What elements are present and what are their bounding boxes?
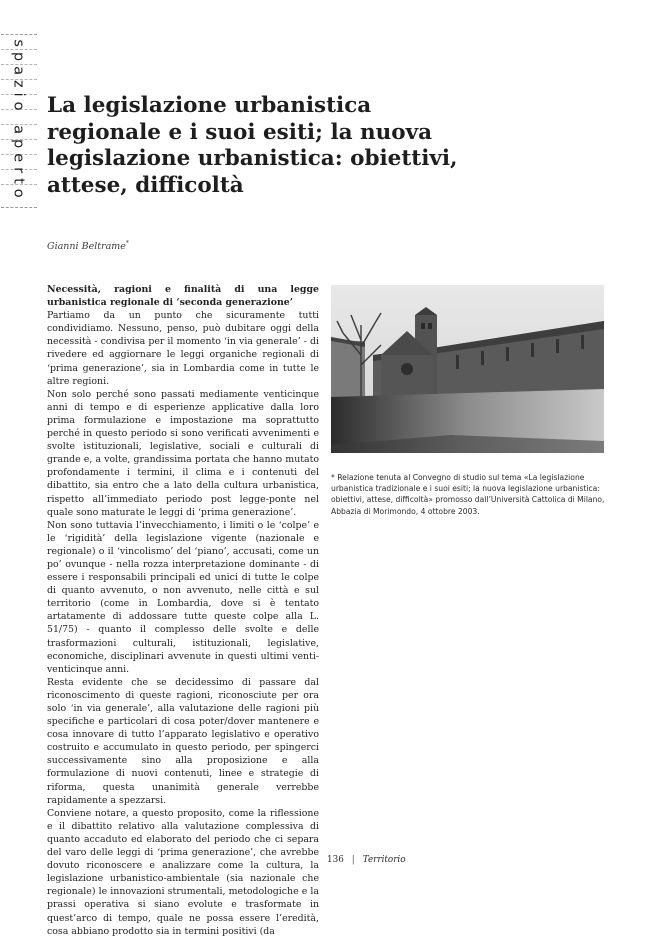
page-footer (327, 855, 406, 865)
abbey-photo (331, 285, 604, 453)
author-line (47, 240, 129, 252)
section-label: spazio aperto (11, 39, 28, 203)
abbey-photo-image (331, 285, 604, 453)
body-column (47, 283, 319, 938)
footnote: * Relazione tenuta al Convegno di studio sul tema «La legislazione urbanistica tradizionale e i suoi esiti; la nuova legislazione urbanistica: obiettivi, attese, difficoltà» promosso dall’Università Cattolica di Milano, Abbazia di Morimondo, 4 ottobre 2003. (331, 473, 605, 516)
body-paragraph: Resta evidente che se decidessimo di passare dal riconoscimento di queste ragioni, riconosciute per ora solo ‘in via generale’, alla valutazione delle ragioni più specifiche e particolari di cosa poter/dover mantenere e cosa innovare di tutto l’apparato legislativo e operativo costruito e accumulato in questo periodo, per spingerci successivamente sino alla proposizione e alla formulazione di nuovi contenuti, linee e strategie di riforma, questa unanimità generale verrebbe rapidamente a spezzarsi. (47, 676, 319, 806)
article-title: La legislazione urbanistica regionale e i suoi esiti; la nuova legislazione urbanistica: obiettivi, attese, difficoltà (47, 93, 458, 198)
page-number: 136 (327, 855, 344, 865)
section-heading: Necessità, ragioni e finalità di una legge urbanistica regionale di ‘seconda generazione’ (47, 284, 319, 309)
footer-separator: | (351, 855, 355, 865)
body-paragraph: Non sono tuttavia l’invecchiamento, i limiti o le ‘colpe’ e le ‘rigidità’ della legislazione vigente (nazionale e regionale) o il ‘vincolismo’ del ‘piano’, accusati, come un po’ ovunque - nella rozza interpretazione dominante - di essere i responsabili principali ed unici di tutte le colpe di quanto avvenuto, o non avvenuto, nelle città e sul territorio (come in Lombardia, dove si è tentato artatamente di addossare tutte queste colpe alla L. 51/75) - quanto il complesso delle svolte e delle trasformazioni culturali, istituzionali, legislative, economiche, disciplinari avvenute in questi ultimi venti-venticinque anni. (47, 519, 319, 675)
body-paragraph: Conviene notare, a questo proposito, come la riflessione e il dibattito relativo alla valutazione complessiva di quanto accaduto ed elaborato del periodo che ci separa del varo delle leggi di ‘prima generazione’, che avrebbe dovuto riconoscere e analizzare come la cultura, la legislazione urbanistico-ambientale (sia nazionale che regionale) le innovazioni strumentali, metodologiche e la prassi operativa si siano evolute e trasformate in quest’arco di tempo, quale ne possa essere l’eredità, cosa abbiano prodotto sia in termini positivi (da (47, 807, 319, 937)
section-label-wrap (1, 35, 37, 207)
author-name: Gianni Beltrame (47, 241, 126, 253)
journal-name: Territorio (362, 855, 406, 865)
section-tab (1, 34, 37, 208)
author-footnote-mark: * (125, 240, 129, 247)
body-paragraph: Partiamo da un punto che sicuramente tutti condividiamo. Nessuno, penso, può dubitare oggi della necessità - condivisa per il momento ‘in via generale’ - di rivedere ed aggiornare le leggi organiche regionali di ‘prima generazione’, sia in Lombardia come in tutte le altre regioni. (47, 310, 319, 387)
body-paragraph: Non solo perché sono passati mediamente venticinque anni di tempo e di esperienze applicative dalla loro prima formulazione e impostazione ma soprattutto perché in questo periodo si sono verificati avvenimenti e svolte istituzionali, legislative, sociali e culturali di grande e, a volte, grandissima portata che hanno mutato profondamente i termini, il clima e i contenuti del dibattito, sia entro che a lato della cultura urbanistica, rispetto all’immediato periodo post legge-ponte nel quale sono maturate le leggi di ‘prima generazione’. (47, 388, 319, 518)
